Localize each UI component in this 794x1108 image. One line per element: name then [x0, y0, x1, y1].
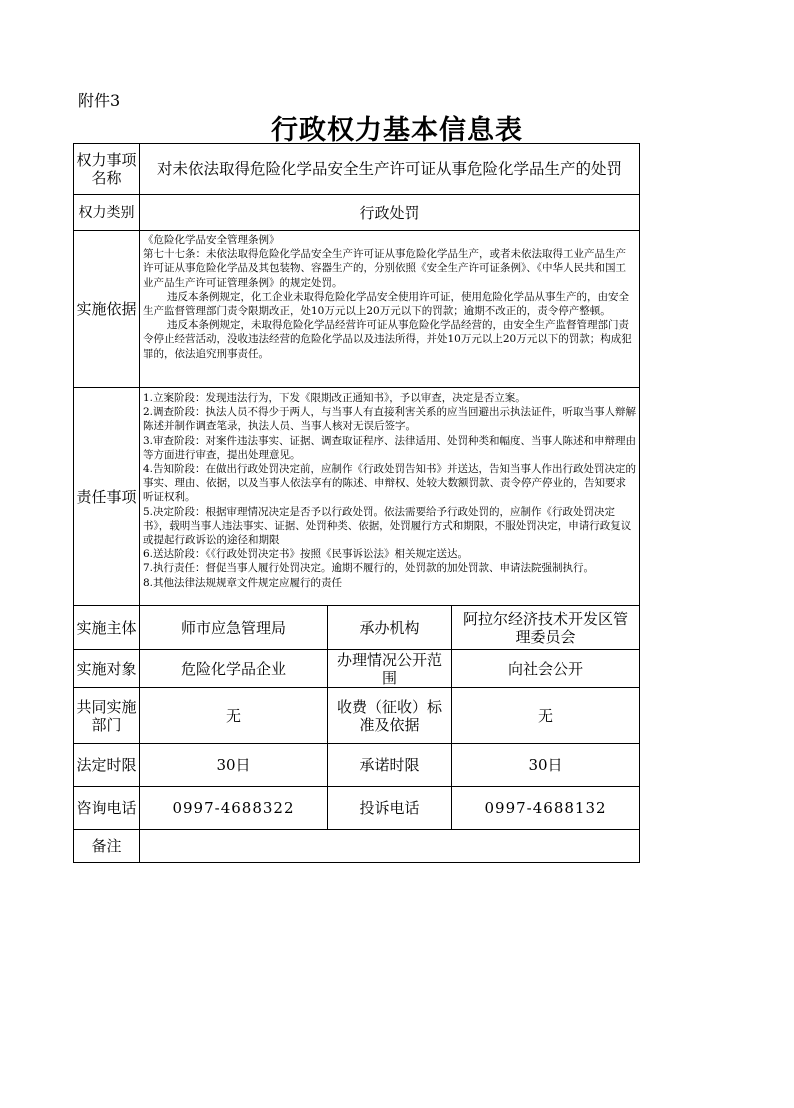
page-title: 行政权力基本信息表: [271, 115, 523, 146]
info-table: [73, 143, 640, 863]
duty-line: 5.决定阶段：根据审理情况决定是否予以行政处罚。依法需要给予行政处罚的，应制作《行政处罚决定书》，载明当事人违法事实、证据、处罚种类、依据，处罚履行方式和期限，不服处罚决定，申请行政复议或提起行政诉讼的途径和期限: [143, 505, 632, 547]
org-label: 承办机构: [328, 606, 452, 650]
co-label: 共同实施部门: [74, 688, 140, 744]
attachment-label: 附件3: [78, 91, 121, 110]
duty-line: 1.立案阶段：发现违法行为，下发《限期改正通知书》，予以审查，决定是否立案。: [143, 392, 526, 404]
duty-line: 2.调查阶段：执法人员不得少于两人，与当事人有直接利害关系的应当回避出示执法证件，听取当事人辩解陈述并制作调查笔录，执法人员、当事人核对无误后签字。: [143, 406, 637, 433]
duty-line: 6.送达阶段：《《行政处罚决定书》按照《民事诉讼法》相关规定送达。: [143, 548, 469, 561]
name-label: 权力事项名称: [74, 144, 140, 195]
legal-label: 法定时限: [74, 744, 140, 787]
basis-line: 违反本条例规定，化工企业未取得危险化学品安全使用许可证，使用危险化学品从事生产的，由安全生产监督管理部门责令限期改正，处10万元以上20万元以下的罚款；逾期不改正的，责令停产整顿。: [143, 290, 629, 318]
type-label: 权力类别: [74, 195, 140, 231]
consult-value: 0997-4688322: [140, 787, 328, 830]
duty-line: 3.审查阶段：对案件违法事实、证据、调查取证程序、法律适用、处罚种类和幅度、当事人陈述和申辩理由等方面进行审查，提出处理意见。: [143, 434, 637, 461]
co-value: 无: [140, 688, 328, 744]
promise-value: 30日: [452, 744, 640, 787]
row-target: [74, 650, 640, 688]
row-duty: [74, 388, 640, 606]
row-basis: [74, 231, 640, 388]
row-time: [74, 744, 640, 787]
promise-label: 承诺时限: [328, 744, 452, 787]
fee-label: 收费（征收）标准及依据: [328, 688, 452, 744]
duty-label: 责任事项: [74, 388, 140, 606]
subject-value: 师市应急管理局: [140, 606, 328, 650]
subject-label: 实施主体: [74, 606, 140, 650]
target-value: 危险化学品企业: [140, 650, 328, 688]
duty-line: 7.执行责任：督促当事人履行处罚决定。逾期不履行的，处罚款的加处罚款、申请法院强制执行。: [143, 562, 595, 575]
basis-line: 违反本条例规定，未取得危险化学品经营许可证从事危险化学品经营的，由安全生产监督管理部门责令停止经营活动，没收违法经营的危险化学品以及违法所得，并处10万元以上20万元以下的罚款；构成犯罪的，依法追究刑事责任。: [143, 319, 632, 360]
public-label: 办理情况公开范围: [328, 650, 452, 688]
consult-label: 咨询电话: [74, 787, 140, 830]
fee-value: 无: [452, 688, 640, 744]
legal-value: 30日: [140, 744, 328, 787]
complain-value: 0997-4688132: [452, 787, 640, 830]
basis-line: 第七十七条：未依法取得危险化学品安全生产许可证从事危险化学品生产，或者未依法取得工业产品生产许可证从事危险化学品及其包装物、容器生产的，分别依照《安全生产许可证条例》、《中华人民共和国工业产品生产许可证管理条例》的规定处罚。: [143, 248, 626, 289]
basis-label: 实施依据: [74, 231, 140, 388]
row-type: [74, 195, 640, 231]
public-value: 向社会公开: [452, 650, 640, 688]
remark-value: [140, 830, 640, 863]
row-name: [74, 144, 640, 195]
row-phone: [74, 787, 640, 830]
type-value: 行政处罚: [140, 195, 640, 231]
duty-text: [140, 388, 640, 606]
basis-line: 《危险化学品安全管理条例》: [143, 234, 280, 246]
basis-text: [140, 231, 640, 388]
row-co: [74, 688, 640, 744]
target-label: 实施对象: [74, 650, 140, 688]
name-value: 对未依法取得危险化学品安全生产许可证从事危险化学品生产的处罚: [140, 144, 640, 195]
duty-line: 4.告知阶段：在做出行政处罚决定前，应制作《行政处罚告知书》并送达，告知当事人作出行政处罚决定的事实、理由、依据，以及当事人依法享有的陈述、申辩权、处较大数额罚款、责令停产停业的，告知要求听证权利。: [143, 463, 637, 504]
duty-line: 8.其他法律法规规章文件规定应履行的责任: [143, 576, 343, 589]
complain-label: 投诉电话: [328, 787, 452, 830]
org-value: 阿拉尔经济技术开发区管理委员会: [452, 606, 640, 650]
row-subject: [74, 606, 640, 650]
remark-label: 备注: [74, 830, 140, 863]
row-remark: [74, 830, 640, 863]
